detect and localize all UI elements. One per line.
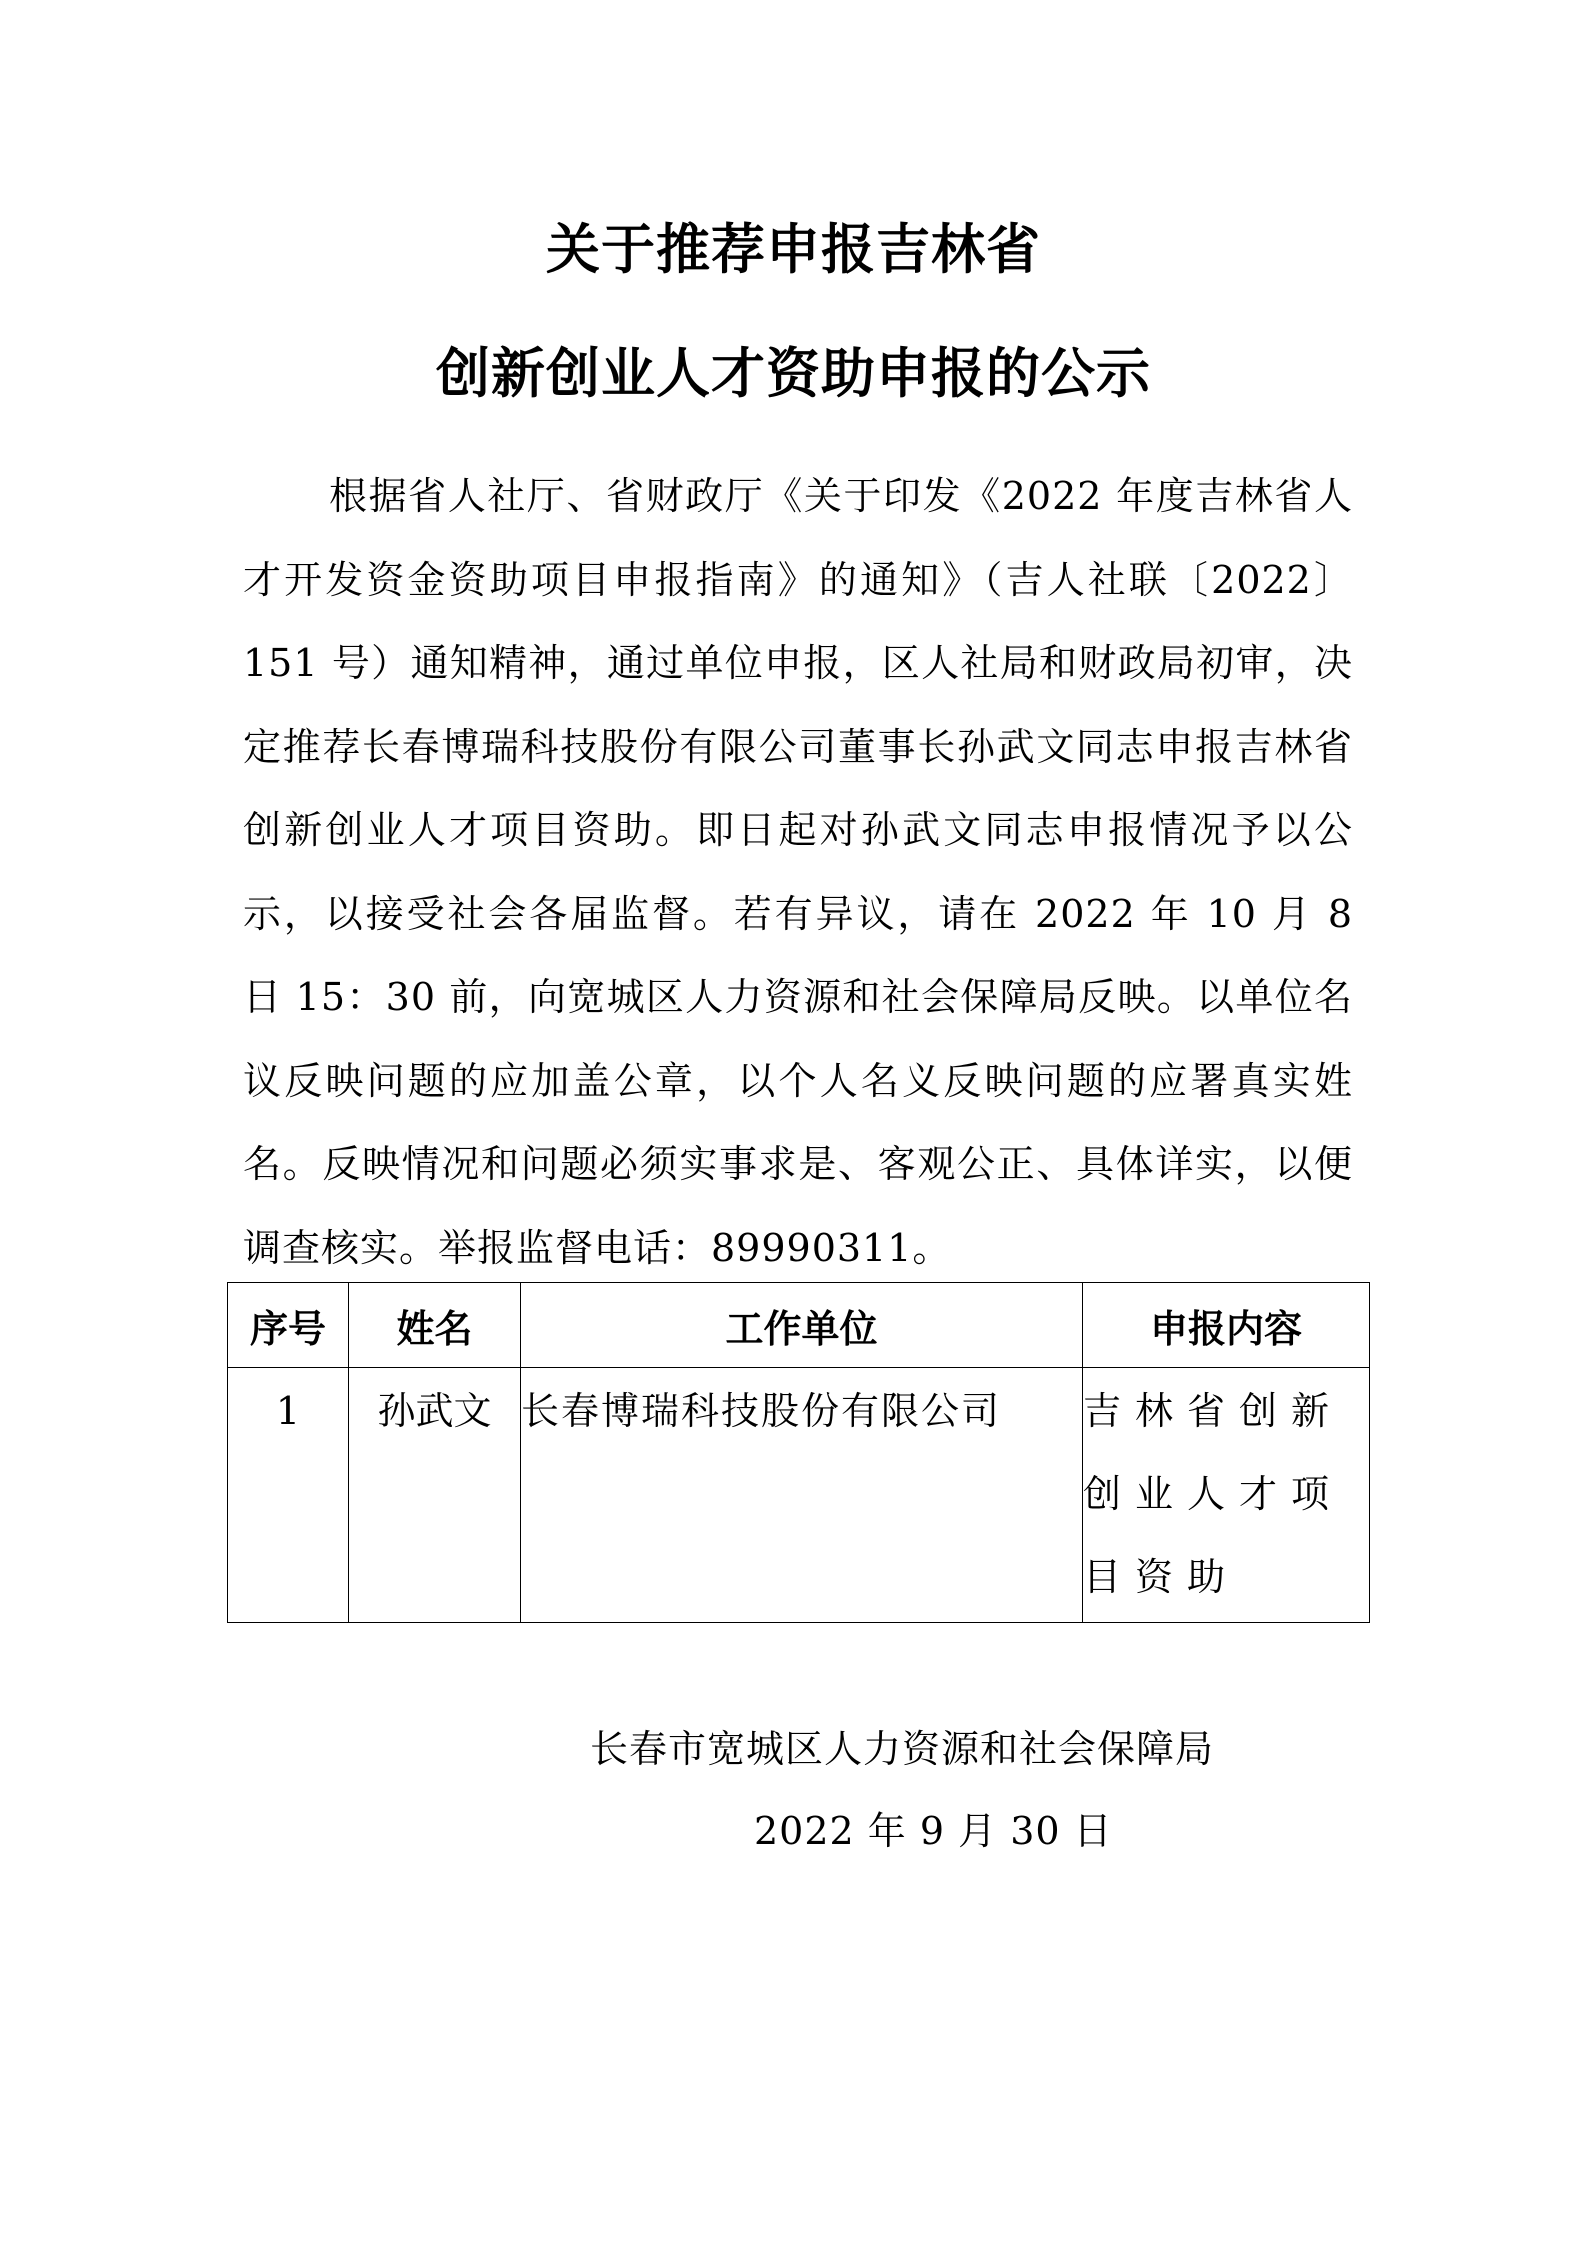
header-work-unit: 工作单位 [521,1283,1083,1368]
document-title-line-1: 关于推荐申报吉林省 [546,218,1041,281]
header-index: 序号 [228,1283,349,1368]
table-row [228,1368,1370,1623]
cell-application-content: 吉林省创新创业人才项目资助 [1083,1368,1370,1623]
cell-index: 1 [228,1368,349,1623]
signature-organization: 长春市宽城区人力资源和社会保障局 [590,1727,1215,1771]
table-header-row [228,1283,1370,1368]
candidate-table [227,1282,1370,1623]
notice-body-paragraph: 根据省人社厅、省财政厅《关于印发《2022 年度吉林省人才开发资金资助项目申报指南》的通知》（吉人社联〔2022〕151 号）通知精神，通过单位申报，区人社局和财政局初审，决定推荐长春博瑞科技股份有限公司董事长孙武文同志申报吉林省创新创业人才项目资助。即日起对孙武文同志申报情况予以公示，以接受社会各届监督。若有异议，请在 2022 年 10 月 8 日 15：30 前，向宽城区人力资源和社会保障局反映。以单位名议反映问题的应加盖公章，以个人名义反映问题的应署真实姓名。反映情况和问题必须实事求是、客观公正、具体详实，以便调查核实。举报监督电话：89990311。 [243,474,1353,1270]
cell-work-unit: 长春博瑞科技股份有限公司 [521,1368,1083,1623]
cell-name: 孙武文 [349,1368,521,1623]
document-title-line-2: 创新创业人才资助申报的公示 [436,342,1151,405]
header-name: 姓名 [349,1283,521,1368]
header-application-content: 申报内容 [1083,1283,1370,1368]
signature-date: 2022 年 9 月 30 日 [754,1809,1113,1853]
